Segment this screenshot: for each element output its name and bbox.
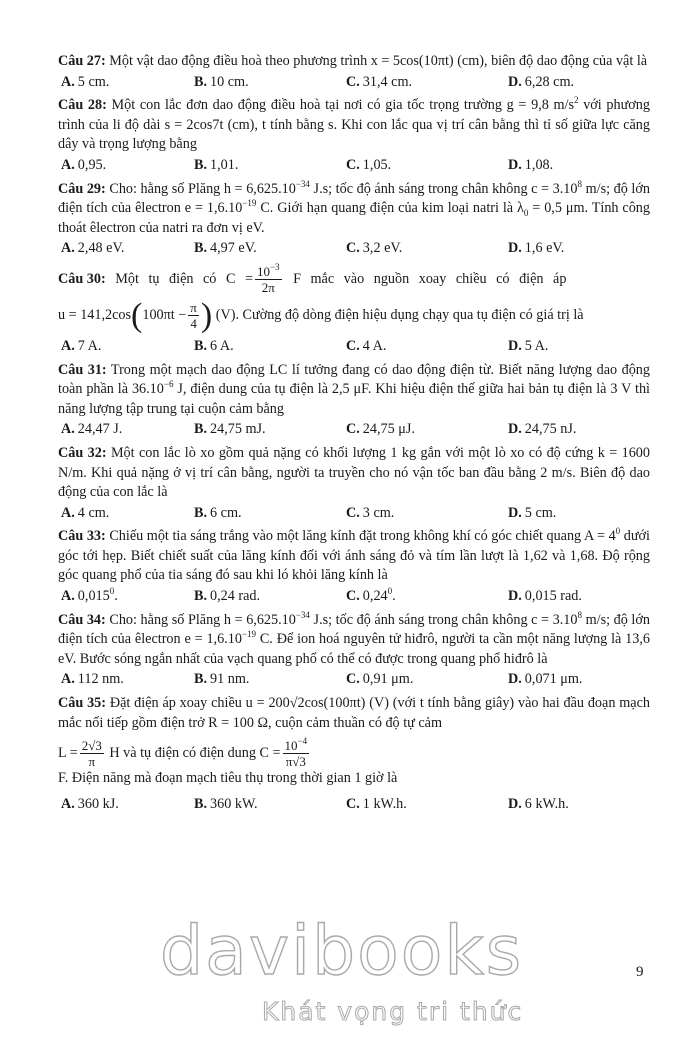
question-text: dưới góc tới hẹp. Biết chiết suất của lăng kính đối với ánh sáng đỏ và tím lần lượt là 1,62 và 1,68. Độ rộng góc quang phổ của tia sáng đó sau khi ló khỏi lăng kính là: [58, 528, 650, 584]
answer-options: [58, 670, 650, 690]
superscript: 2: [574, 95, 579, 106]
option-b[interactable]: B. 6 cm.: [194, 504, 242, 521]
option-a[interactable]: A. 360 kJ.: [61, 795, 119, 812]
option-c[interactable]: C. 1 kW.h.: [346, 795, 407, 812]
answer-options: [58, 795, 650, 815]
question-list: [58, 52, 650, 818]
question-number: Câu 27:: [58, 53, 106, 69]
question-29: [58, 180, 650, 259]
question-number: Câu 33:: [58, 528, 106, 545]
fraction-numerator: π: [190, 299, 197, 315]
equation-inner: 100πt −: [142, 307, 187, 324]
option-a[interactable]: A. 7 A.: [61, 337, 102, 354]
inductance-prefix: L =: [58, 745, 78, 762]
fraction-denominator: π: [88, 754, 96, 770]
answer-options: [58, 73, 650, 93]
option-a[interactable]: A. 0,015$^0$.: [61, 586, 118, 605]
question-number: Câu 29:: [58, 180, 106, 197]
option-b[interactable]: B. 4,97 eV.: [194, 240, 257, 257]
question-number: Câu 34:: [58, 611, 106, 628]
question-text: = 0,5 μm. Tính công thoát êlectron của natri ra đơn vị eV.: [58, 200, 650, 236]
question-number: Câu 30:: [58, 271, 106, 288]
question-number: Câu 31:: [58, 361, 107, 378]
phase-fraction: [188, 301, 199, 331]
answer-options: [58, 587, 650, 607]
inductance-fraction: [80, 739, 104, 769]
superscript: 8: [577, 609, 582, 620]
question-34: [58, 611, 650, 690]
question-text: J.s; tốc độ ánh sáng trong chân không c = 3.10: [309, 611, 578, 628]
question-27: [58, 52, 650, 92]
option-c[interactable]: C. 4 A.: [346, 337, 387, 354]
fraction-denominator: π√3: [285, 754, 306, 770]
option-b[interactable]: B. 360 kW.: [194, 795, 258, 812]
question-30: [58, 261, 650, 357]
question-text: Một con lắc lò xo gồm quả nặng có khối lượng 1 kg gắn với một lò xo có độ cứng k = 1600 N/m. Khi quả nặng ở vị trí cân bằng, người ta truyền cho nó vận tốc ban đầu bằng 2 m/s. Biên độ dao động của con lắc là: [58, 444, 650, 501]
option-d[interactable]: D. 1,08.: [508, 156, 554, 173]
equation-prefix: u = 141,2cos: [58, 307, 132, 324]
option-a[interactable]: A. 24,47 J.: [61, 421, 123, 438]
question-text: (V). Cường độ dòng điện hiệu dụng chạy qua tụ điện có giá trị là: [212, 307, 584, 324]
fraction-numerator: 2√3: [81, 738, 102, 754]
question-text: m/s; độ lớn điện tích của êlectron e = 1,6.10: [58, 611, 650, 648]
watermark-brand: davibooks: [160, 912, 524, 991]
superscript: −34: [295, 178, 310, 189]
option-a[interactable]: A. 4 cm.: [61, 504, 110, 521]
option-b[interactable]: B. 0,24 rad.: [194, 588, 261, 605]
question-text: J.s; tốc độ ánh sáng trong chân không c = 3.10: [309, 180, 578, 197]
question-text: F mắc vào nguồn xoay chiều có điện áp: [283, 271, 567, 288]
fraction-denominator: 4: [190, 315, 197, 331]
question-number: Câu 32:: [58, 444, 107, 461]
question-28: [58, 96, 650, 175]
question-32: [58, 444, 650, 523]
superscript: −34: [295, 609, 310, 620]
option-d[interactable]: D. 5 cm.: [508, 504, 557, 521]
option-b[interactable]: B. 10 cm.: [194, 73, 249, 90]
question-text: Đặt điện áp xoay chiều u = 200√2cos(100πt) (V) (với t tính bằng giây) vào hai đầu đoạn mạch mắc nối tiếp gồm điện trở R = 100 Ω, cuộn cảm thuần có độ tự cảm: [58, 695, 650, 731]
option-d[interactable]: D. 6 kW.h.: [508, 795, 569, 812]
capacitance-fraction: [283, 736, 310, 770]
option-c[interactable]: C. 31,4 cm.: [346, 73, 413, 90]
question-text: C. Để ion hoá nguyên tử hiđrô, người ta cần một năng lượng là 13,6 eV. Bước sóng ngắn nhất của vạch quang phổ có thể có được trong quang phổ hiđrô là: [58, 631, 651, 667]
answer-options: [58, 337, 650, 357]
question-33: [58, 527, 650, 606]
question-text: Chiếu một tia sáng trắng vào một lăng kính đặt trong không khí có góc chiết quang A = 4: [105, 528, 616, 545]
question-35: [58, 694, 650, 814]
fraction-numerator: 10: [256, 263, 270, 279]
option-b[interactable]: B. 24,75 mJ.: [194, 421, 266, 438]
question-text: Cho: hằng số Plăng h = 6,625.10: [105, 180, 296, 197]
superscript: −19: [241, 629, 256, 640]
question-text: Một con lắc đơn dao động điều hoà tại nơi có gia tốc trọng trường g = 9,8 m/s: [106, 97, 575, 114]
fraction-denominator: 2π: [261, 279, 275, 295]
answer-options: [58, 156, 650, 176]
superscript: −3: [269, 261, 280, 272]
fraction-numerator: 10: [284, 738, 298, 754]
option-d[interactable]: D. 6,28 cm.: [508, 73, 575, 90]
option-d[interactable]: D. 0,071 μm.: [508, 671, 583, 688]
option-a[interactable]: A. 0,95.: [61, 156, 107, 173]
question-31: [58, 361, 650, 440]
question-text: Một tụ điện có C =: [105, 271, 253, 288]
option-c[interactable]: C. 1,05.: [346, 156, 392, 173]
option-d[interactable]: D. 5 A.: [508, 337, 549, 354]
answer-options: [58, 504, 650, 524]
option-d[interactable]: D. 24,75 nJ.: [508, 421, 577, 438]
option-a[interactable]: A. 112 nm.: [61, 671, 124, 688]
option-d[interactable]: D. 1,6 eV.: [508, 240, 565, 257]
answer-options: [58, 420, 650, 440]
superscript: −19: [242, 198, 257, 209]
option-b[interactable]: B. 91 nm.: [194, 671, 250, 688]
option-b[interactable]: B. 1,01.: [194, 156, 239, 173]
close-paren: ): [200, 296, 213, 334]
open-paren: (: [131, 296, 143, 334]
superscript: −4: [297, 736, 308, 747]
option-c[interactable]: C. 0,24$^0$.: [346, 586, 396, 605]
option-c[interactable]: C. 24,75 μJ.: [346, 421, 415, 438]
subscript: 0: [523, 207, 529, 218]
question-text: J, điện dung của tụ điện là 2,5 μF. Khi hiệu điện thế giữa hai bản tụ điện là 3 V thì năng lượng tập trung tại cuộn cảm bằng: [58, 381, 650, 417]
option-a[interactable]: A. 5 cm.: [61, 73, 110, 90]
superscript: 8: [577, 178, 582, 189]
option-b[interactable]: B. 6 A.: [194, 337, 234, 354]
answer-options: [58, 239, 650, 259]
question-text: Trong một mạch dao động LC lí tưởng đang có dao động điện từ. Biết năng lượng dao động toàn phần là 36.10: [58, 361, 650, 398]
question-text: m/s; độ lớn điện tích của êlectron e = 1,6.10: [58, 180, 650, 217]
question-text: H và tụ điện có điện dung C =: [105, 745, 281, 762]
option-c[interactable]: C. 3,2 eV.: [346, 240, 403, 257]
option-c[interactable]: C. 0,91 μm.: [346, 671, 414, 688]
capacitance-fraction: [255, 261, 282, 295]
page-number: 9: [636, 964, 644, 980]
superscript: −6: [163, 379, 174, 390]
watermark-slogan: Khát vọng tri thức: [262, 997, 524, 1026]
option-a[interactable]: A. 2,48 eV.: [61, 240, 125, 257]
question-text: F. Điện năng mà đoạn mạch tiêu thụ trong thời gian 1 giờ là: [58, 770, 398, 787]
question-number: Câu 35:: [58, 695, 106, 712]
question-text: Một vật dao động điều hoà theo phương trình x = 5cos(10πt) (cm), biên độ dao động của vật là: [105, 53, 648, 69]
question-number: Câu 28:: [58, 97, 107, 114]
question-text: Cho: hằng số Plăng h = 6,625.10: [105, 611, 296, 628]
question-text: với phương trình của li độ dài s = 2cos7t (cm), t tính bằng s. Khi con lắc qua vị trí cân bằng thì tỉ số giữa lực căng dây và trọng lượng bằng: [58, 97, 650, 153]
superscript: 0: [615, 526, 621, 537]
question-text: C. Giới hạn quang điện của kim loại natri là λ: [256, 200, 524, 217]
option-c[interactable]: C. 3 cm.: [346, 504, 395, 521]
option-d[interactable]: D. 0,015 rad.: [508, 588, 582, 605]
